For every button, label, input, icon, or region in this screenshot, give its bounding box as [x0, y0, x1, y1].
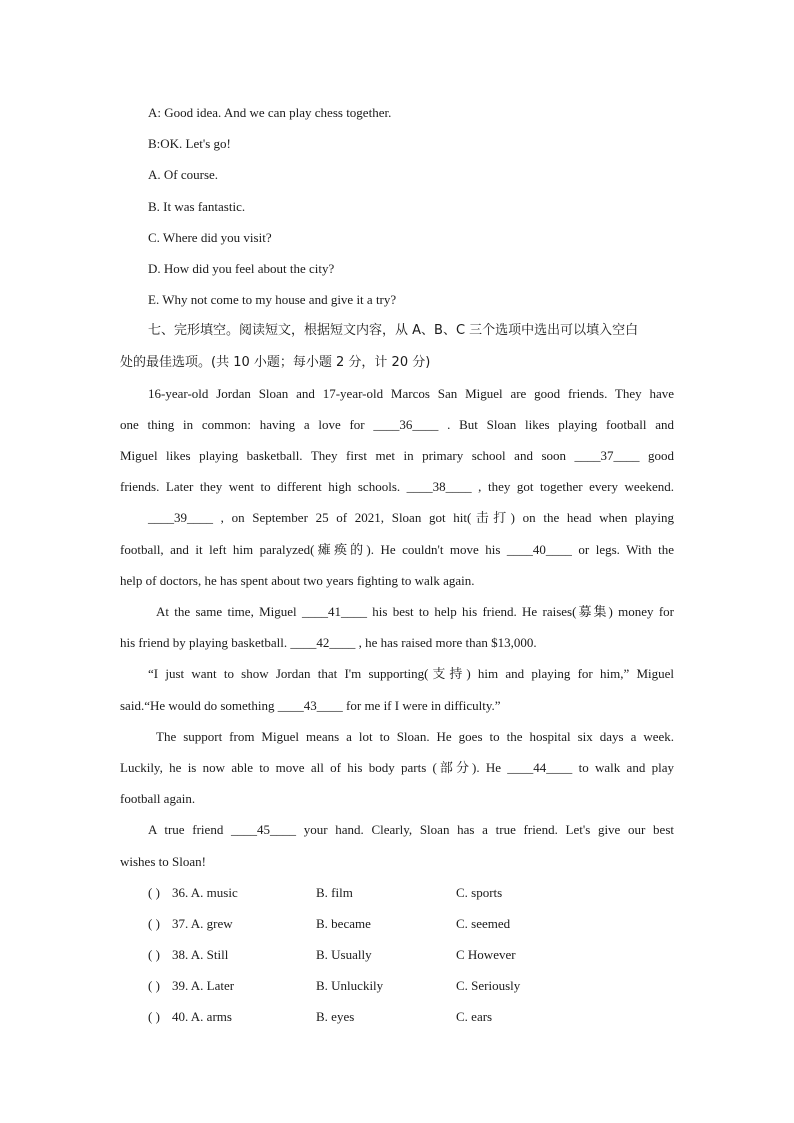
passage-line: Miguel likes playing basketball. They first met in primary school and soon ____37____ good: [120, 448, 674, 464]
cloze-passage: [120, 378, 674, 877]
question-row: [120, 1001, 674, 1032]
choice-b: B. film: [316, 884, 353, 900]
question-row: [120, 877, 674, 908]
passage-line: The support from Miguel means a lot to Sloan. He goes to the hospital six days a week.: [156, 728, 674, 744]
question-row: [120, 939, 674, 970]
question-row: [120, 908, 674, 939]
passage-line: his friend by playing basketball. ____42____ , he has raised more than $13,000.: [120, 635, 537, 651]
question-row: [120, 970, 674, 1001]
choice-b: B. became: [316, 915, 371, 931]
answer-blank[interactable]: ( ): [148, 915, 160, 931]
choice-b: B. Usually: [316, 947, 372, 963]
section-header: [120, 315, 674, 377]
choice-a: 40. A. arms: [172, 1009, 232, 1025]
choice-c: C. sports: [456, 884, 503, 900]
passage-line: one thing in common: having a love for ____36____ . But Sloan likes playing football and: [120, 416, 674, 432]
option-c: C. Where did you visit?: [148, 229, 272, 245]
document-page: [120, 97, 674, 1033]
choice-b: B. eyes: [316, 1009, 355, 1025]
passage-line: said.“He would do something ____43____ for me if I were in difficulty.”: [120, 697, 501, 713]
question-list: [120, 877, 674, 1033]
dialogue-line: A: Good idea. And we can play chess together.: [148, 105, 392, 120]
passage-line: football again.: [120, 791, 196, 807]
answer-blank[interactable]: ( ): [148, 1009, 160, 1025]
passage-line: Luckily, he is now able to move all of his body parts (部分). He ____44____ to walk and play: [120, 759, 674, 775]
passage-line: friends. Later they went to different high schools. ____38____ , they got together every weekend.: [120, 479, 674, 495]
choice-b: B. Unluckily: [316, 978, 384, 994]
section-header-line-1: 七、完形填空。阅读短文，根据短文内容，从 A、B、C 三个选项中选出可以填入空白: [148, 323, 639, 339]
choice-c: C. ears: [456, 1009, 493, 1025]
passage-line: help of doctors, he has spent about two years fighting to walk again.: [120, 572, 475, 588]
choice-c: C. seemed: [456, 915, 511, 931]
choice-a: 39. A. Later: [172, 978, 235, 994]
passage-line: 16-year-old Jordan Sloan and 17-year-old Marcos San Miguel are good friends. They have: [148, 385, 674, 401]
answer-blank[interactable]: ( ): [148, 978, 160, 994]
choice-a: 37. A. grew: [172, 915, 233, 931]
dialogue-line: B:OK. Let's go!: [148, 136, 231, 152]
passage-line: football, and it left him paralyzed(瘫痪的). He couldn't move his ____40____ or legs. With the: [120, 541, 674, 557]
option-d: D. How did you feel about the city?: [148, 260, 335, 276]
passage-line: “I just want to show Jordan that I'm supporting(支持) him and playing for him,” Miguel: [148, 666, 674, 682]
answer-blank[interactable]: ( ): [148, 947, 160, 963]
dialogue-block: [120, 97, 674, 159]
dialogue-options: [120, 159, 674, 315]
option-e: E. Why not come to my house and give it a try?: [148, 292, 397, 308]
option-a: A. Of course.: [148, 167, 219, 183]
choice-a: 36. A. music: [172, 884, 238, 900]
passage-line: wishes to Sloan!: [120, 853, 206, 869]
passage-line: At the same time, Miguel ____41____ his best to help his friend. He raises(募集) money for: [156, 604, 674, 619]
passage-line: ____39____ , on September 25 of 2021, Sloan got hit(击打) on the head when playing: [148, 510, 674, 526]
choice-a: 38. A. Still: [172, 947, 229, 963]
passage-line: A true friend ____45____ your hand. Clearly, Sloan has a true friend. Let's give our best: [148, 822, 674, 838]
choice-c: C However: [456, 947, 516, 963]
option-b: B. It was fantastic.: [148, 198, 246, 214]
answer-blank[interactable]: ( ): [148, 884, 160, 900]
choice-c: C. Seriously: [456, 978, 521, 994]
section-header-line-2: 处的最佳选项。(共 10 小题；每小题 2 分，计 20 分): [120, 354, 431, 370]
